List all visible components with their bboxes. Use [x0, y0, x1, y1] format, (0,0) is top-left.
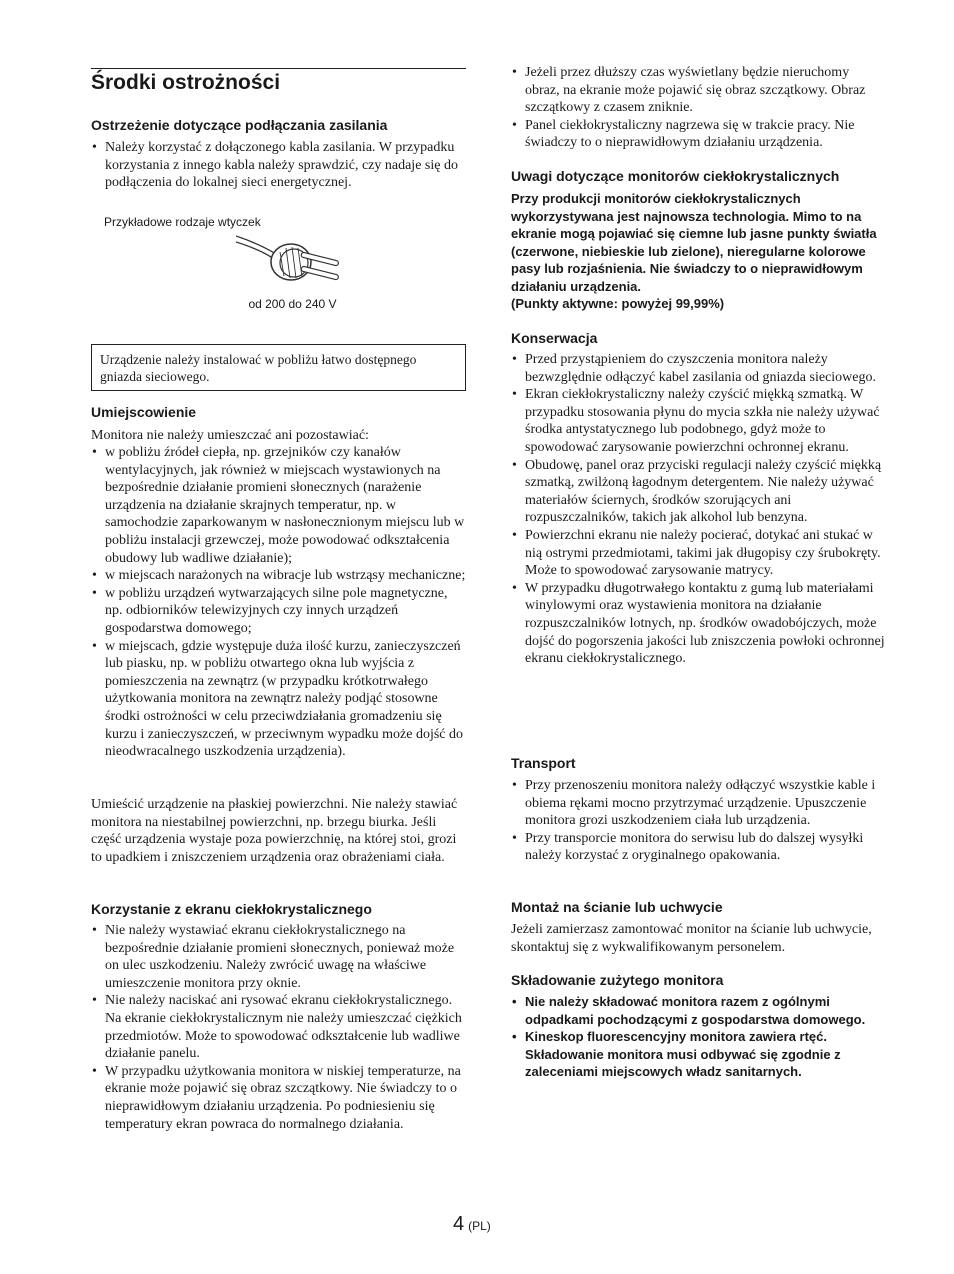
- disposal-list: [511, 993, 887, 1081]
- list-item: • w pobliżu źródeł ciepła, np. grzejników czy kanałów wentylacyjnych, jak również w miejscach wystawionych na bezpośrednie działanie promieni słonecznych (narażenie urządzenia na działanie skrajnych temperatur, np. w samochodzie zaparkowanym w nasłonecznionym miejscu lub w pobliżu instalacji grzewczej, może powodować odkształcenia obudowy lub wadliwe działanie);: [91, 444, 466, 567]
- maintenance-heading: Konserwacja: [511, 330, 598, 346]
- lcd-continued-list: [511, 64, 887, 152]
- maintenance-list: [511, 351, 887, 668]
- list-item: • Nie należy naciskać ani rysować ekranu ciekłokrystalicznego. Na ekranie ciekłokrystalicznym nie należy umieszczać ciężkich przedmiotów. Może to spowodować odkształcenie lub wadliwe działanie panelu.: [91, 992, 466, 1062]
- lcd-notes-text: Przy produkcji monitorów ciekłokrystalicznych wykorzystywana jest najnowsza technologia. Mimo to na ekranie mogą pojawiać się ciemne lub jasne punkty światła (czerwone, niebieskie lub zielone), nieregularne kolorowe pasy lub rozjaśnienia. Nie świadczy to o nieprawidłowym działaniu urządzenia.: [511, 191, 877, 294]
- power-list: [91, 139, 466, 192]
- mount-heading: Montaż na ścianie lub uchwycie: [511, 899, 723, 915]
- list-item: • W przypadku użytkowania monitora w niskiej temperaturze, na ekranie może pojawić się obraz szczątkowy. Nie świadczy to o nieprawidłowym działaniu urządzenia. Po podniesieniu się temperatury ekran powraca do normalnego działania.: [91, 1063, 466, 1133]
- mount-text: Jeżeli zamierzasz zamontować monitor na ścianie lub uchwycie, skontaktuj się z wykwalifikowanym personelem.: [511, 922, 872, 955]
- list-item: • Nie należy wystawiać ekranu ciekłokrystalicznego na bezpośrednie działanie promieni słonecznych, ponieważ może on ulec uszkodzeniu. Należy zwrócić uwagę na właściwe umieszczenie monitora przy oknie.: [91, 922, 466, 992]
- lcd-use-heading: Korzystanie z ekranu ciekłokrystalicznego: [91, 901, 372, 917]
- location-outro: Umieścić urządzenie na płaskiej powierzchni. Nie należy stawiać monitora na niestabilnej powierzchni, np. brzegu biurka. Jeśli część urządzenia wystaje poza powierzchnię, na której stoi, grozi to upadkiem i zniszczeniem urządzenia oraz obrażeniami ciała.: [91, 797, 458, 865]
- list-item: • Jeżeli przez dłuższy czas wyświetlany będzie nieruchomy obraz, na ekranie może pojawić się obraz szczątkowy. Obraz szczątkowy z czasem zniknie.: [511, 64, 887, 117]
- location-heading: Umiejscowienie: [91, 404, 197, 420]
- transport-list: [511, 777, 887, 865]
- location-list: [91, 444, 466, 761]
- list-item: • Ekran ciekłokrystaliczny należy czyścić miękką szmatką. W przypadku stosowania płynu do mycia szkła nie należy używać środka antystatycznego lub podobnego, gdyż może to spowodować zarysowanie powierzchni ochronnej ekranu.: [511, 386, 887, 456]
- list-item: • Przed przystąpieniem do czyszczenia monitora należy bezwzględnie odłączyć kabel zasilania od gniazda sieciowego.: [511, 351, 887, 386]
- transport-heading: Transport: [511, 755, 576, 771]
- page-title: Środki ostrożności: [91, 71, 281, 94]
- page-number-value: 4: [453, 1213, 465, 1235]
- power-heading: Ostrzeżenie dotyczące podłączania zasilania: [91, 117, 388, 133]
- list-item: • Przy transporcie monitora do serwisu lub do dalszej wysyłki należy korzystać z oryginalnego opakowania.: [511, 830, 887, 865]
- title-rule: [91, 68, 466, 69]
- plug-caption: Przykładowe rodzaje wtyczek: [104, 215, 261, 229]
- page-language: (PL): [468, 1219, 491, 1233]
- list-item: • Przy przenoszeniu monitora należy odłączyć wszystkie kable i obiema rękami mocno przytrzymać urządzenie. Upuszczenie monitora grozi uszkodzeniem ciała lub urządzenia.: [511, 777, 887, 830]
- list-item: • Kineskop fluorescencyjny monitora zawiera rtęć. Składowanie monitora musi odbywać się zgodnie z zaleceniami miejscowych władz sanitarnych.: [511, 1028, 887, 1081]
- location-intro: Monitora nie należy umieszczać ani pozostawiać:: [91, 428, 369, 443]
- page-number: [453, 1213, 491, 1236]
- list-item: • W przypadku długotrwałego kontaktu z gumą lub materiałami winylowymi oraz wystawienia monitora na działanie rozpuszczalników lotnych, np. środków owadobójczych, może dojść do pogorszenia jakości lub zniszczenia powłoki ochronnej ekranu ciekłokrystalicznego.: [511, 580, 887, 668]
- list-item: • Obudowę, panel oraz przyciski regulacji należy czyścić miękką szmatką, zwilżoną łagodnym detergentem. Nie należy używać materiałów ściernych, środków szorujących ani rozpuszczalników, takich jak alkohol lub benzyna.: [511, 457, 887, 527]
- plug-voltage: od 200 do 240 V: [248, 297, 337, 311]
- plug-illustration: [236, 230, 351, 290]
- list-item: • Panel ciekłokrystaliczny nagrzewa się w trakcie pracy. Nie świadczy to o nieprawidłowym działaniu urządzenia.: [511, 117, 887, 152]
- list-item: • w miejscach narażonych na wibracje lub wstrząsy mechaniczne;: [91, 567, 466, 585]
- lcd-use-list: [91, 922, 466, 1133]
- list-item: • w pobliżu urządzeń wytwarzających silne pole magnetyczne, np. odbiorników telewizyjnych czy innych urządzeń gospodarstwa domowego;: [91, 585, 466, 638]
- list-item: • Powierzchni ekranu nie należy pocierać, dotykać ani stukać w nią ostrymi przedmiotami, takimi jak długopisy czy śrubokręty. Może to spowodować zarysowanie matrycy.: [511, 527, 887, 580]
- list-item: • Należy korzystać z dołączonego kabla zasilania. W przypadku korzystania z innego kabla należy sprawdzić, czy nadaje się do podłączenia do lokalnej sieci energetycznej.: [91, 139, 466, 192]
- install-note: Urządzenie należy instalować w pobliżu łatwo dostępnego gniazda sieciowego.: [100, 352, 417, 384]
- lcd-notes-heading: Uwagi dotyczące monitorów ciekłokrystalicznych: [511, 168, 840, 184]
- lcd-notes-points: (Punkty aktywne: powyżej 99,99%): [511, 296, 725, 311]
- list-item: • Nie należy składować monitora razem z ogólnymi odpadkami pochodzącymi z gospodarstwa domowego.: [511, 993, 887, 1028]
- disposal-heading: Składowanie zużytego monitora: [511, 972, 724, 988]
- install-note-box: [91, 344, 466, 391]
- list-item: • w miejscach, gdzie występuje duża ilość kurzu, zanieczyszczeń lub piasku, np. w pobliżu otwartego okna lub wyjścia z pomieszczenia na zewnątrz (w przypadku krótkotrwałego użytkowania monitora na zewnątrz należy podjąć stosowne środki ostrożności w celu przeciwdziałania gromadzeniu się kurzu i zanieczyszczeń, w przeciwnym wypadku może dojść do nieodwracalnego uszkodzenia urządzenia).: [91, 638, 466, 761]
